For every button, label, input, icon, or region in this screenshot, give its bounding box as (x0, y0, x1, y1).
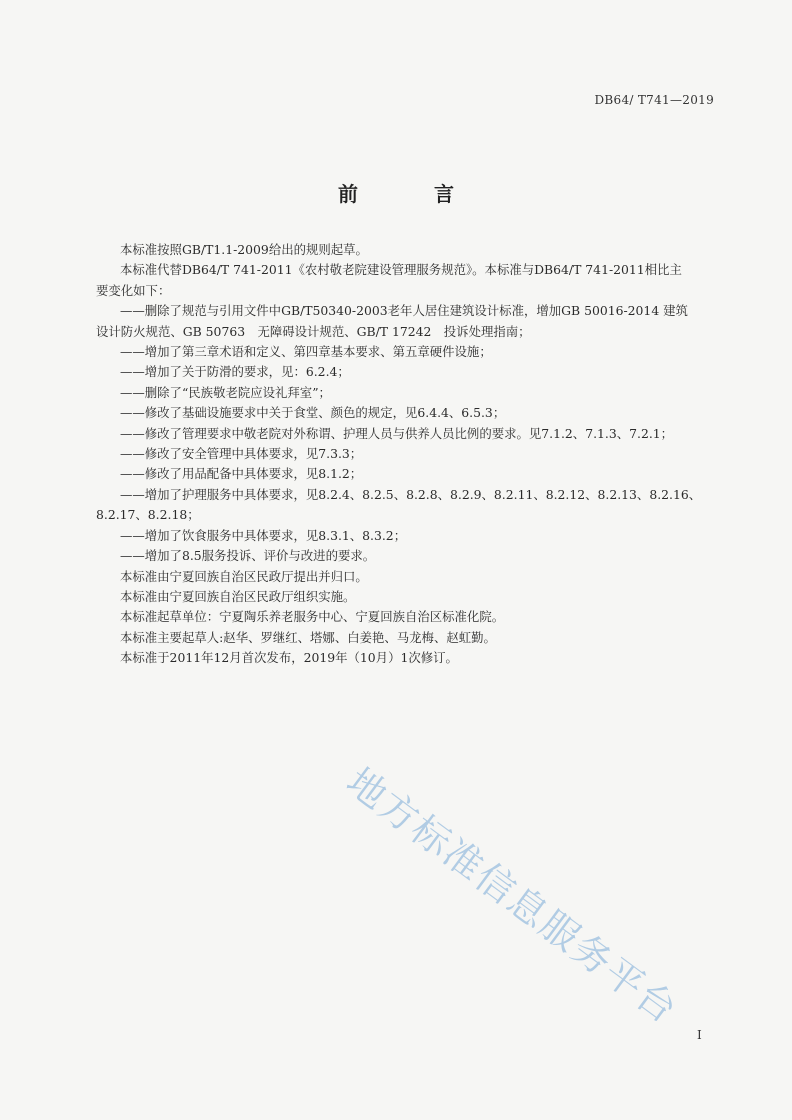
standard-code: DB64/ T741—2019 (594, 93, 714, 107)
page-number: I (697, 1028, 702, 1042)
paragraph: ——增加了护理服务中具体要求，见8.2.4、8.2.5、8.2.8、8.2.9、8.2.11、8.2.12、8.2.13、8.2.16、 (120, 486, 702, 502)
paragraph: ——修改了管理要求中敬老院对外称谓、护理人员与供养人员比例的要求。见7.1.2、7.1.3、7.2.1； (120, 425, 674, 441)
paragraph: ——删除了规范与引用文件中GB/T50340-2003老年人居住建筑设计标准，增加GB 50016-2014 建筑 (120, 303, 688, 319)
foreword-body (96, 240, 716, 669)
paragraph-continuation: 要变化如下： (96, 282, 171, 298)
paragraph: ——删除了“民族敬老院应设礼拜室”； (120, 384, 331, 400)
paragraph-continuation: 8.2.17、8.2.18； (96, 507, 200, 523)
paragraph: 本标准主要起草人:赵华、罗继红、塔娜、白姜艳、马龙梅、赵虹勤。 (120, 629, 496, 645)
paragraph-continuation: 设计防火规范、GB 50763 无障碍设计规范、GB/T 17242 投诉处理指南； (96, 323, 531, 339)
paragraph: ——增加了饮食服务中具体要求，见8.3.1、8.3.2； (120, 527, 407, 543)
paragraph: 本标准由宁夏回族自治区民政厅组织实施。 (120, 588, 356, 604)
paragraph: 本标准由宁夏回族自治区民政厅提出并归口。 (120, 568, 368, 584)
paragraph: ——增加了8.5服务投诉、评价与改进的要求。 (120, 548, 376, 564)
paragraph: ——修改了用品配备中具体要求，见8.1.2； (120, 466, 363, 482)
paragraph: ——增加了第三章术语和定义、第四章基本要求、第五章硬件设施； (120, 344, 492, 360)
page-title: 前 言 (338, 182, 482, 206)
paragraph: 本标准按照GB/T1.1-2009给出的规则起草。 (120, 242, 368, 257)
paragraph: ——修改了基础设施要求中关于食堂、颜色的规定，见6.4.4、6.5.3； (120, 405, 506, 421)
paragraph: ——修改了安全管理中具体要求，见7.3.3； (120, 446, 363, 462)
paragraph: 本标准代替DB64/T 741-2011《农村敬老院建设管理服务规范》。本标准与DB64/T 741-2011相比主 (120, 262, 682, 278)
paragraph: ——增加了关于防滑的要求，见：6.2.4； (120, 364, 350, 380)
watermark-text: 地方标准信息服务平台 (338, 759, 687, 1033)
paragraph: 本标准起草单位：宁夏陶乐养老服务中心、宁夏回族自治区标准化院。 (120, 609, 505, 625)
paragraph: 本标准于2011年12月首次发布，2019年（10月）1次修订。 (120, 650, 458, 666)
